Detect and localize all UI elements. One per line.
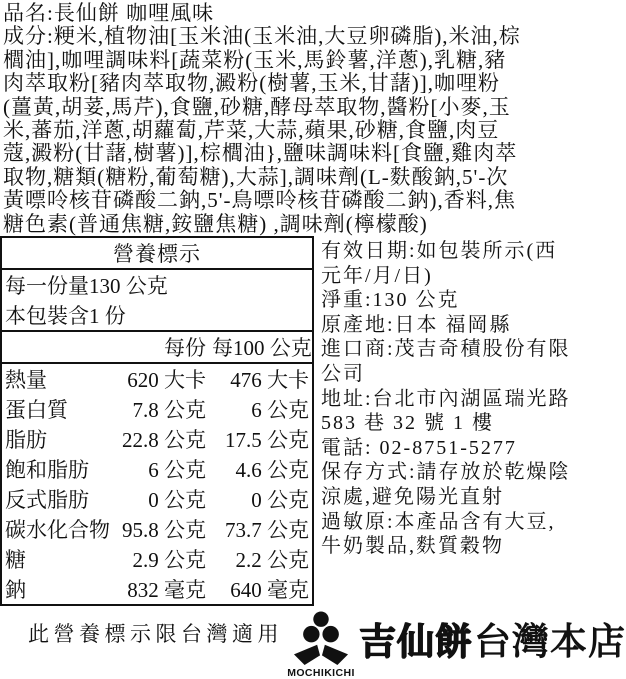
text-line: 地址:台北市內湖區瑞光路 — [321, 387, 571, 410]
nutrient-label: 飽和脂肪 — [5, 458, 89, 483]
brand-block — [283, 610, 626, 679]
text-line: 583 巷 32 號 1 樓 — [321, 412, 494, 435]
text-line: 品名:長仙餅 咖哩風味 — [3, 1, 215, 25]
table-row — [1, 484, 313, 514]
table-row — [1, 514, 313, 544]
nutrient-per-100g: 73.7 公克 — [225, 518, 309, 543]
text-line: 涼處,避免陽光直射 — [321, 486, 504, 508]
text-line: 取物,糖類(糖粉,葡萄糖),大蒜],調味劑(L-麩酸鈉,5'-次 — [3, 164, 509, 189]
middle-columns — [0, 236, 600, 606]
table-row — [1, 424, 313, 454]
nutrient-per-serving: 620 大卡 — [127, 368, 206, 393]
text-line: 成分:粳米,植物油[玉米油(玉米油,大豆卵磷脂),米油,棕 — [3, 24, 521, 49]
text-line: 肉萃取粉[豬肉萃取物,澱粉(樹薯,玉米,甘藷)],咖哩粉 — [3, 71, 500, 96]
logo-block — [283, 610, 359, 679]
nutrient-per-serving: 95.8 公克 — [122, 518, 206, 543]
taiwan-note: 此營養標示限台灣適用 — [28, 622, 283, 647]
nutrient-per-100g: 4.6 公克 — [235, 458, 309, 483]
text-line: 有效日期:如包裝所示(西 — [321, 240, 558, 263]
product-details-text — [314, 236, 600, 606]
table-row — [1, 574, 313, 605]
text-line: 電話: 02-8751-5277 — [321, 436, 517, 459]
nutrient-per-100g: 640 毫克 — [230, 578, 309, 603]
text-line: 保存方式:請存放於乾燥陰 — [321, 461, 571, 484]
text-line: 元年/月/日) — [321, 264, 433, 287]
table-row — [1, 363, 313, 394]
text-line: 過敏原:本產品含有大豆, — [321, 510, 556, 533]
nutrient-per-serving: 22.8 公克 — [122, 428, 206, 453]
text-line: 公司 — [321, 363, 365, 386]
nutrient-label: 糖 — [5, 548, 26, 573]
col-header-per-100g: 每100 公克 — [209, 331, 313, 363]
nutrient-per-serving: 832 毫克 — [127, 578, 206, 603]
nutrient-per-100g: 6 公克 — [251, 398, 309, 423]
nutrient-per-serving: 0 公克 — [148, 488, 206, 513]
text-line: 原產地:日本 福岡縣 — [321, 313, 512, 336]
nutrient-per-100g: 476 大卡 — [230, 368, 309, 393]
brand-name — [359, 611, 626, 665]
table-row — [1, 544, 313, 574]
logo-wordmark: MOCHIKICHI — [287, 667, 355, 679]
text-line: (薑黃,胡荽,馬芹),食鹽,砂糖,酵母萃取物,醬粉[小麥,玉 — [3, 94, 511, 119]
text-line: 櫚油],咖哩調味料[蔬菜粉(玉米,馬鈴薯,洋蔥),乳糖,豬 — [3, 47, 507, 72]
nutrition-facts-table — [0, 236, 314, 606]
nutrient-label: 熱量 — [5, 368, 47, 393]
nutrient-per-serving: 2.9 公克 — [132, 548, 206, 573]
ingredients-text — [0, 0, 600, 236]
nutrient-label: 脂肪 — [5, 428, 47, 453]
serving-size: 每一份量130 公克 — [5, 274, 168, 299]
nutrient-label: 蛋白質 — [5, 398, 68, 423]
text-line: 蔻,澱粉(甘藷,樹薯)],棕櫚油},鹽味調味料[食鹽,雞肉萃 — [3, 141, 518, 166]
text-line: 淨重:130 公克 — [321, 289, 460, 312]
table-row — [1, 454, 313, 484]
text-line: 牛奶製品,麩質穀物 — [321, 535, 504, 558]
nutrient-per-100g: 17.5 公克 — [225, 428, 309, 453]
text-line: 糖色素(普通焦糖,銨鹽焦糖) ,調味劑(檸檬酸) — [3, 211, 428, 236]
servings-per-pack: 本包裝含1 份 — [1, 300, 313, 331]
footer — [0, 610, 626, 679]
table-row — [1, 394, 313, 424]
brand-name-suffix: 台灣本店 — [474, 621, 626, 663]
nutrition-title: 營養標示 — [1, 237, 313, 269]
text-line: 米,蕃茄,洋蔥,胡蘿蔔,芹菜,大蒜,蘋果,砂糖,食鹽,肉豆 — [3, 118, 500, 143]
empty-header-cell — [1, 331, 105, 363]
nutrient-label: 鈉 — [5, 578, 26, 603]
nutrient-label: 碳水化合物 — [5, 518, 110, 543]
nutrient-per-100g: 0 公克 — [251, 488, 309, 513]
nutrient-per-serving: 6 公克 — [148, 458, 206, 483]
nutrient-per-serving: 7.8 公克 — [132, 398, 206, 423]
nutrient-per-100g: 2.2 公克 — [235, 548, 309, 573]
nutrient-label: 反式脂肪 — [5, 488, 89, 513]
text-line: 黃嘌呤核苷磷酸二鈉,5'-鳥嘌呤核苷磷酸二鈉),香料,焦 — [3, 188, 517, 213]
mochikichi-logo-icon — [292, 610, 350, 666]
col-header-per-serving: 每份 — [105, 331, 209, 363]
brand-name-main: 吉仙餅 — [359, 621, 473, 663]
text-line: 進口商:茂吉奇積股份有限 — [321, 338, 571, 361]
